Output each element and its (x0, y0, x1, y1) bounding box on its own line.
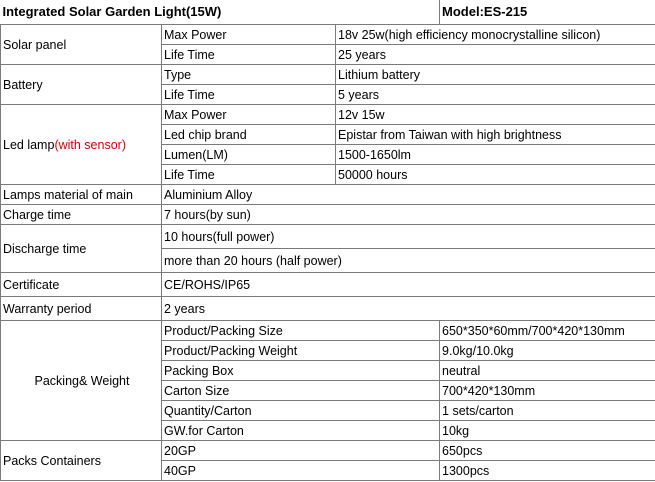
header-row (1, 0, 655, 25)
discharge-time-value-1: 10 hours(full power) (162, 225, 655, 249)
led-chip-value: Epistar from Taiwan with high brightness (336, 125, 655, 145)
gw-carton-value: 10kg (440, 421, 655, 441)
product-title: Integrated Solar Garden Light(15W) (1, 0, 440, 25)
container-20gp-label: 20GP (162, 441, 440, 461)
packing-weight-label: Product/Packing Weight (162, 341, 440, 361)
table-row (1, 321, 655, 341)
lamps-material-value: Aluminium Alloy (162, 185, 655, 205)
led-max-power-label: Max Power (162, 105, 336, 125)
warranty-value: 2 years (162, 297, 655, 321)
led-lamp-label-text: Led lamp (3, 137, 55, 152)
quantity-carton-label: Quantity/Carton (162, 401, 440, 421)
gw-carton-label: GW.for Carton (162, 421, 440, 441)
led-max-power-value: 12v 15w (336, 105, 655, 125)
discharge-time-value-2: more than 20 hours (half power) (162, 249, 655, 273)
container-40gp-value: 1300pcs (440, 461, 655, 481)
solar-max-power-label: Max Power (162, 25, 336, 45)
battery-life-time-value: 5 years (336, 85, 655, 105)
table-row (1, 273, 655, 297)
table-row (1, 441, 655, 461)
container-20gp-value: 650pcs (440, 441, 655, 461)
charge-time-value: 7 hours(by sun) (162, 205, 655, 225)
quantity-carton-value: 1 sets/carton (440, 401, 655, 421)
table-row (1, 25, 655, 45)
led-life-time-label: Life Time (162, 165, 336, 185)
led-lumen-label: Lumen(LM) (162, 145, 336, 165)
packing-size-value: 650*350*60mm/700*420*130mm (440, 321, 655, 341)
table-row (1, 205, 655, 225)
warranty-label: Warranty period (1, 297, 162, 321)
discharge-time-label: Discharge time (1, 225, 162, 273)
packing-label: Packing& Weight (1, 321, 162, 441)
container-40gp-label: 40GP (162, 461, 440, 481)
led-lumen-value: 1500-1650lm (336, 145, 655, 165)
packing-size-label: Product/Packing Size (162, 321, 440, 341)
lamps-material-label: Lamps material of main (1, 185, 162, 205)
packing-box-value: neutral (440, 361, 655, 381)
led-chip-label: Led chip brand (162, 125, 336, 145)
table-row (1, 65, 655, 85)
carton-size-label: Carton Size (162, 381, 440, 401)
charge-time-label: Charge time (1, 205, 162, 225)
table-row (1, 297, 655, 321)
solar-life-time-value: 25 years (336, 45, 655, 65)
certificate-value: CE/ROHS/IP65 (162, 273, 655, 297)
led-lamp-sensor-note: (with sensor) (54, 137, 126, 152)
battery-type-label: Type (162, 65, 336, 85)
solar-panel-label: Solar panel (1, 25, 162, 65)
battery-label: Battery (1, 65, 162, 105)
packing-weight-value: 9.0kg/10.0kg (440, 341, 655, 361)
battery-life-time-label: Life Time (162, 85, 336, 105)
model-number: Model:ES-215 (440, 0, 655, 25)
certificate-label: Certificate (1, 273, 162, 297)
solar-life-time-label: Life Time (162, 45, 336, 65)
packing-box-label: Packing Box (162, 361, 440, 381)
table-row (1, 185, 655, 205)
led-life-time-value: 50000 hours (336, 165, 655, 185)
containers-label: Packs Containers (1, 441, 162, 481)
table-row (1, 105, 655, 125)
solar-max-power-value: 18v 25w(high efficiency monocrystalline silicon) (336, 25, 655, 45)
carton-size-value: 700*420*130mm (440, 381, 655, 401)
table-row (1, 225, 655, 249)
battery-type-value: Lithium battery (336, 65, 655, 85)
led-lamp-label (1, 105, 162, 185)
